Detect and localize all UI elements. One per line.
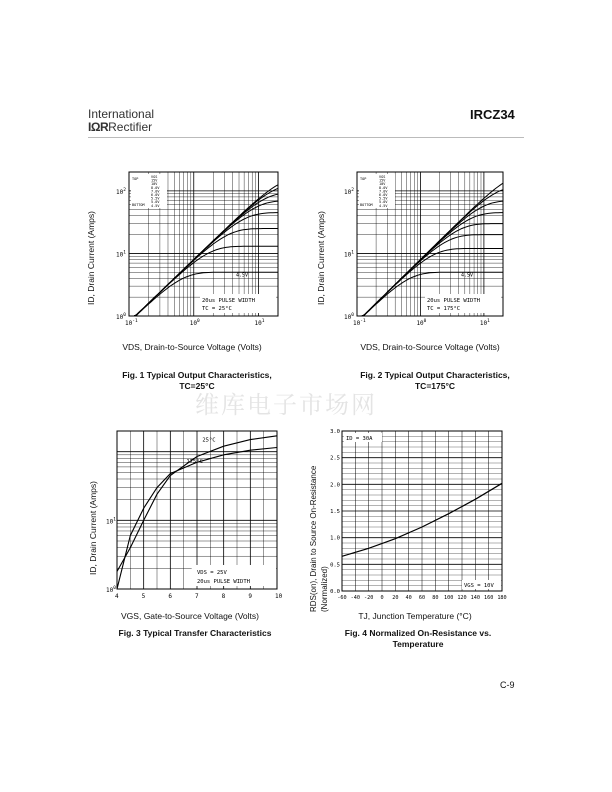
fig4-caption: Fig. 4 Normalized On-Resistance vs. Temperature (344, 628, 492, 649)
legend-vgs: 8.0V (151, 185, 160, 190)
header-divider (88, 137, 524, 138)
legend-vgs: VGS (379, 175, 386, 179)
x-tick-label: -40 (350, 595, 361, 601)
legend-vgs: 8.0V (379, 185, 388, 190)
x-tick-label: 160 (483, 595, 494, 601)
legend-bottom: BOTTOM (360, 203, 373, 207)
note-pulse: 20us PULSE WIDTH (197, 579, 250, 585)
x-tick-label: $10^{-1}$ (125, 319, 138, 327)
fig1-xlabel: VDS, Drain-to-Source Voltage (Volts) (122, 342, 262, 352)
x-tick-label: -20 (363, 595, 374, 601)
legend-vgs: 10V (151, 182, 158, 187)
x-tick-label: 0 (380, 595, 384, 601)
label-175c: 175°C (186, 459, 203, 466)
fig1-plot (115, 168, 280, 328)
x-tick-label: 40 (405, 595, 412, 601)
brand-logo (88, 108, 154, 134)
y-tick-label: $10^1$ (106, 517, 116, 526)
fig3-ylabel: ID, Drain Current (Amps) (88, 481, 98, 575)
y-tick-label: 2.5 (330, 455, 340, 462)
fig1-ylabel: ID, Drain Current (Amps) (86, 211, 96, 305)
x-tick-label: 140 (470, 595, 481, 601)
y-tick-label: $10^0$ (106, 586, 116, 594)
legend-vgs: 5.0V (379, 200, 388, 205)
x-tick-label: 5 (141, 593, 146, 600)
x-tick-label: 180 (497, 595, 507, 601)
note-vgs: VGS = 10V (464, 583, 494, 589)
x-tick-label: $10^0$ (189, 319, 200, 327)
legend-vgs: 15V (379, 178, 386, 183)
label-25c: 25°C (202, 437, 216, 444)
fig4-plot (320, 425, 510, 607)
legend-vgs: 6.0V (151, 193, 160, 197)
fig1-caption: Fig. 1 Typical Output Characteristics, TC=25°C (122, 370, 272, 391)
y-tick-label: $10^2$ (344, 187, 354, 196)
x-tick-label: 4 (115, 593, 119, 600)
legend-vgs: 4.5V (151, 203, 160, 208)
legend-vgs: VGS (151, 175, 158, 179)
note-pulse: 20us PULSE WIDTH (202, 298, 255, 304)
x-tick-label: 7 (195, 593, 199, 600)
fig4-xlabel: TJ, Junction Temperature (°C) (358, 611, 472, 621)
x-tick-label: 120 (457, 595, 467, 601)
x-tick-label: 80 (432, 595, 439, 601)
legend-vgs: 7.0V (151, 189, 160, 194)
curve-label: 4.5V (461, 272, 474, 279)
fig3-plot (106, 428, 283, 603)
x-tick-label: $10^0$ (416, 319, 427, 327)
legend-top: TOP (132, 177, 139, 181)
fig1-chart (115, 168, 280, 328)
fig4-chart (320, 425, 510, 607)
y-tick-label: $10^1$ (344, 250, 354, 259)
note-pulse: 20us PULSE WIDTH (427, 298, 480, 304)
y-tick-label: 0.0 (330, 589, 340, 595)
legend-vgs: 10V (379, 182, 386, 187)
fig2-caption: Fig. 2 Typical Output Characteristics, TC=175°C (360, 370, 510, 391)
x-tick-label: 20 (392, 595, 399, 601)
x-tick-label: 9 (248, 593, 252, 600)
y-tick-label: $10^1$ (116, 250, 126, 259)
legend-vgs: 4.5V (379, 203, 388, 208)
legend-vgs: 5.5V (151, 196, 160, 201)
x-tick-label: $10^1$ (254, 319, 265, 327)
fig4-ylabel: RDS(on), Drain to Source On-Resistance (Normalized) (309, 465, 329, 612)
fig3-xlabel: VGS, Gate-to-Source Voltage (Volts) (121, 611, 259, 621)
legend-vgs: 7.0V (379, 189, 388, 194)
y-tick-label: $10^0$ (344, 313, 354, 321)
fig2-chart (343, 168, 505, 328)
note-temp: TC = 175°C (427, 306, 461, 312)
note-vds: VDS = 25V (197, 570, 227, 576)
x-tick-label: 8 (221, 593, 226, 600)
y-tick-label: 1.0 (330, 535, 340, 542)
fig2-ylabel: ID, Drain Current (Amps) (316, 211, 326, 305)
x-tick-label: 60 (418, 595, 426, 601)
x-tick-label: 100 (443, 595, 454, 601)
legend-vgs: 15V (151, 178, 158, 183)
fig3-chart (106, 428, 283, 603)
y-tick-label: $10^2$ (116, 187, 126, 196)
note-id: ID = 30A (346, 436, 373, 442)
x-tick-label: $10^1$ (479, 319, 490, 327)
brand-logo-mark: IΩR (88, 120, 109, 134)
fig2-plot (343, 168, 505, 328)
y-tick-label: 3.0 (330, 429, 340, 435)
legend-top: TOP (360, 177, 367, 181)
y-tick-label: 2.0 (330, 482, 340, 489)
legend-vgs: 6.0V (379, 193, 388, 197)
x-tick-label: 10 (275, 593, 283, 600)
fig2-xlabel: VDS, Drain-to-Source Voltage (Volts) (360, 342, 500, 352)
y-tick-label: 0.5 (330, 562, 340, 569)
x-tick-label: $10^{-1}$ (353, 319, 366, 327)
brand-line2: Rectifier (108, 120, 153, 134)
legend-vgs: 5.5V (379, 196, 388, 201)
y-tick-label: $10^0$ (116, 313, 126, 321)
y-tick-label: 1.5 (330, 509, 340, 515)
watermark: 维库电子市场网 (195, 391, 377, 419)
x-tick-label: -60 (337, 595, 347, 601)
part-number: IRCZ34 (470, 107, 515, 122)
fig3-caption: Fig. 3 Typical Transfer Characteristics (118, 628, 272, 638)
page-number: C-9 (500, 680, 515, 690)
x-tick-label: 6 (168, 593, 172, 600)
brand-line1: International (88, 107, 155, 121)
legend-bottom: BOTTOM (132, 203, 145, 207)
note-temp: TC = 25°C (202, 306, 232, 312)
legend-vgs: 5.0V (151, 200, 160, 205)
curve-label: 4.5V (236, 272, 249, 279)
